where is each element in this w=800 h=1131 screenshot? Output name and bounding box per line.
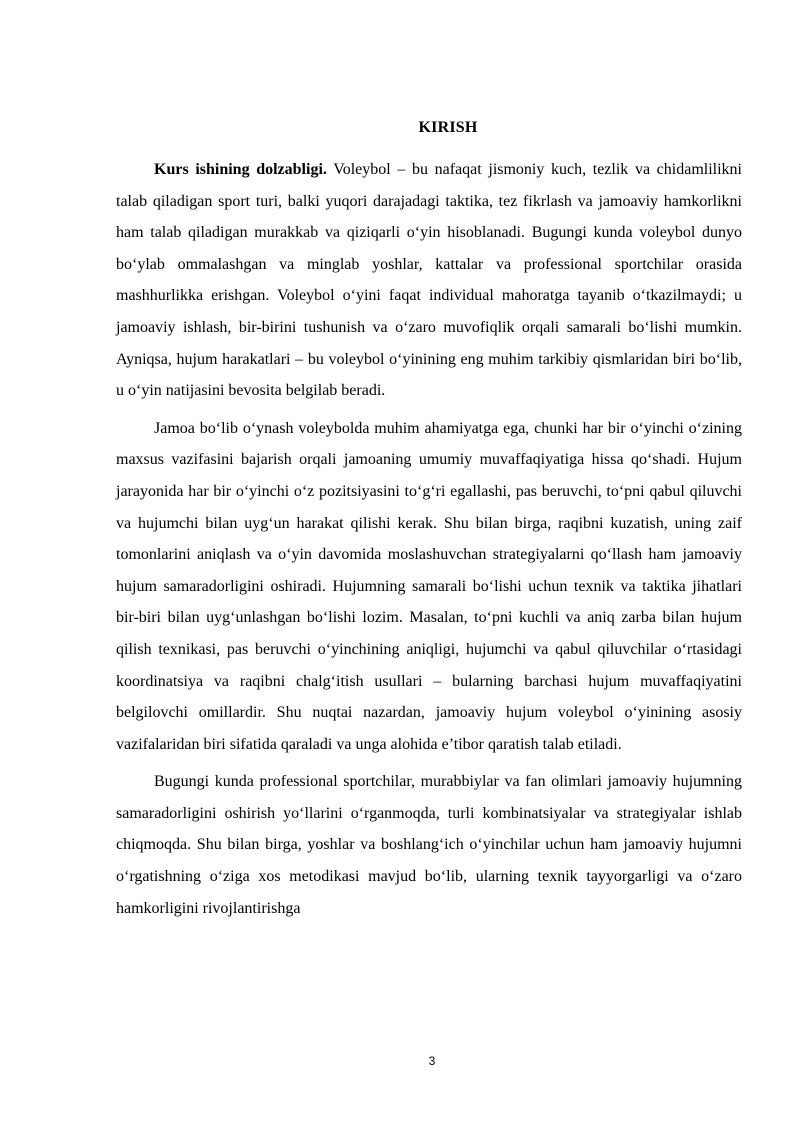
paragraph-team-play: Jamoa bo‘lib o‘ynash voleybolda muhim ahamiyatga ega, chunki har bir o‘yinchi o‘zining maxsus vazifasini bajarish orqali jamoaning umumiy muvaffaqiyatiga hissa qo‘shadi. Hujum jarayonida har bir o‘yinchi o‘z pozitsiyasini to‘g‘ri egallashi, pas beruvchi, to‘pni qabul qiluvchi va hujumchi bilan uyg‘un harakat qilishi kerak. Shu bilan birga, raqibni kuzatish, uning zaif tomonlarini aniqlash va o‘yin davomida moslashuvchan strategiyalarni qo‘llash ham jamoaviy hujum samaradorligini oshiradi. Hujumning samarali bo‘lishi uchun texnik va taktika jihatlari bir-biri bilan uyg‘unlashgan bo‘lishi lozim. Masalan, to‘pni kuchli va aniq zarba bilan hujum qilish texnikasi, pas beruvchi o‘yinchining aniqligi, hujumchi va qabul qiluvchilar o‘rtasidagi koordinatsiya va raqibni chalg‘itish usullari – bularning barchasi hujum muvaffaqiyatini belgilovchi omillardir. Shu nuqtai nazardan, jamoaviy hujum voleybol o‘yinining asosiy vazifalaridan biri sifatida qaraladi va unga alohida e’tibor qaratish talab etiladi. [116, 419, 742, 753]
paragraph-lead: Kurs ishining dolzabligi. [154, 161, 327, 178]
body-text [116, 154, 742, 924]
page-title: KIRISH [418, 119, 478, 136]
paragraph-modern-research: Bugungi kunda professional sportchilar, murabbiylar va fan olimlari jamoaviy hujumning samaradorligini oshirish yo‘llarini o‘rganmoqda, turli kombinatsiyalar va strategiyalar ishlab chiqmoqda. Shu bilan birga, yoshlar va boshlang‘ich o‘yinchilar uchun ham jamoaviy hujumni o‘rgatishning o‘ziga xos metodikasi mavjud bo‘lib, ularning texnik tayyorgarligi va o‘zaro hamkorligini rivojlantirishga [116, 773, 742, 917]
paragraph-text: Voleybol – bu nafaqat jismoniy kuch, tezlik va chidamlilikni talab qiladigan sport turi, balki yuqori darajadagi taktika, tez fikrlash va jamoaviy hamkorlikni ham talab qiladigan murakkab va qiziqarli o‘yin hisoblanadi. Bugungi kunda voleybol dunyo bo‘ylab ommalashgan va minglab yoshlar, kattalar va professional sportchilar orasida mashhurlikka erishgan. Voleybol o‘yini faqat individual mahoratga tayanib o‘tkazilmaydi; u jamoaviy ishlash, bir-birini tushunish va o‘zaro muvofiqlik orqali samarali bo‘lishi mumkin. Ayniqsa, hujum harakatlari – bu voleybol o‘yinining eng muhim tarkibiy qismlaridan biri bo‘lib, u o‘yin natijasini bevosita belgilab beradi. [116, 161, 742, 400]
paragraph-relevance [116, 154, 742, 407]
page-number: 3 [428, 1054, 436, 1068]
